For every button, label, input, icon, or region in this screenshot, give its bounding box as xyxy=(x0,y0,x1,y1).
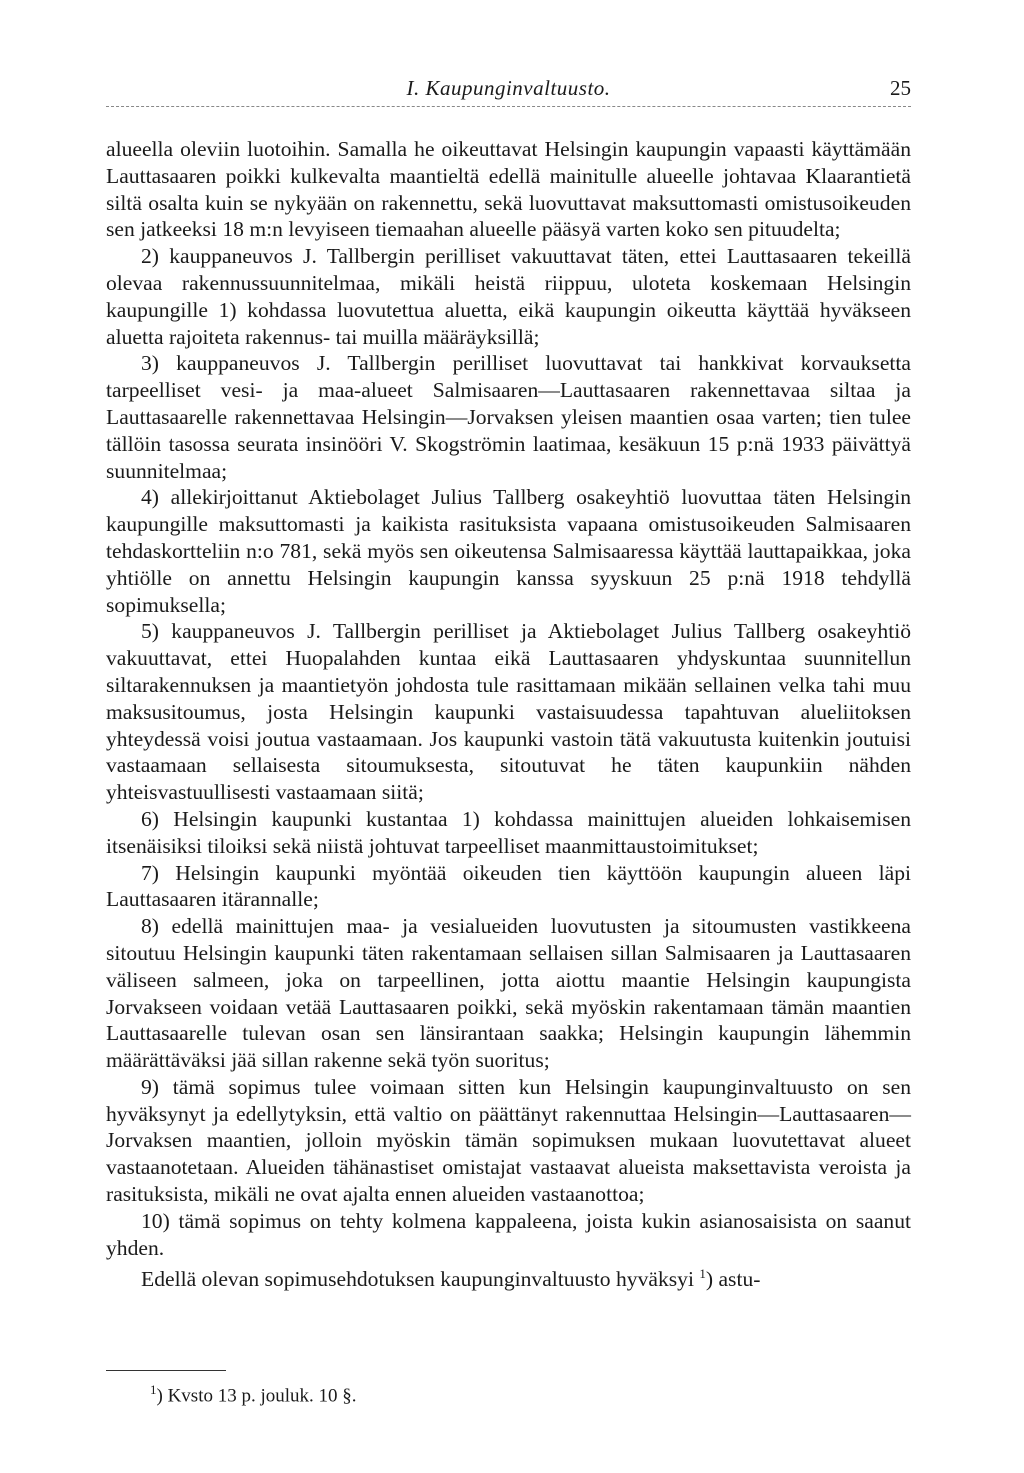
paragraph-text: Edellä olevan sopimusehdotuksen kaupunginvaltuusto hyväksyi xyxy=(141,1267,694,1292)
footnote xyxy=(150,1382,357,1407)
footnote-text: ) Kvsto 13 p. jouluk. 10 §. xyxy=(156,1385,357,1407)
footnote-divider xyxy=(106,1370,226,1371)
paragraph: alueella oleviin luotoihin. Samalla he oikeuttavat Helsingin kaupungin vapaasti käyttämään Lauttasaaren poikki kulkevalta maantieltä edellä mainitulle alueelle johtavaa Klaarantietä siltä osalta kuin se nykyään on rakennettu, sekä luovuttavat maksuttomasti omistusoikeuden sen jatkeeksi 18 m:n levyiseen tiemaahan alueelle pääsyä varten koko sen pituudelta; xyxy=(106,137,911,242)
body-text xyxy=(106,136,911,1293)
footnote-mark: 1 xyxy=(150,1382,157,1397)
running-title: I. Kaupunginvaltuusto. xyxy=(406,76,611,100)
paragraph: 2) kauppaneuvos J. Tallbergin perilliset vakuuttavat täten, ettei Lauttasaaren tekeillä olevaa rakennussuunnitelmaa, mikäli heistä riippuu, uloteta koskemaan Helsingin kaupungille 1) kohdassa luovutettua aluetta, eikä kaupungin oikeutta käyttää hyväkseen aluetta rajoiteta rakennus- tai muilla määräyksillä; xyxy=(106,244,911,349)
paragraph: 3) kauppaneuvos J. Tallbergin perilliset luovuttavat tai hankkivat korvauksetta tarpeelliset vesi- ja maa-alueet Salmisaaren—Lauttasaaren rakennettavaa siltaa ja Lauttasaarelle rakennettavaa Helsingin—Jorvaksen yleisen maantien osaa varten; tien tulee tällöin tasossa seurata insinööri V. Skogströmin laatimaa, kesäkuun 15 p:nä 1933 päivättyä suunnitelmaa; xyxy=(106,351,911,483)
footnote-reference-close: ) xyxy=(705,1267,714,1292)
paragraph: 4) allekirjoittanut Aktiebolaget Julius Tallberg osakeyhtiö luovuttaa täten Helsingin kaupungille maksuttomasti ja kaikista rasituksista vapaana omistusoikeuden Salmisaaren tehdaskortteliin n:o 781, sekä myös sen oikeutensa Salmisaaressa käyttää lauttapaikkaa, joka yhtiölle on annettu Helsingin kaupungin kanssa syyskuun 25 p:nä 1918 tehdyllä sopimuksella; xyxy=(106,485,911,617)
paragraph-with-note xyxy=(106,1261,911,1293)
paragraph: 6) Helsingin kaupunki kustantaa 1) kohdassa mainittujen alueiden lohkaisemisen itsenäisiksi tiloiksi sekä niistä johtuvat tarpeelliset maanmittaustoimitukset; xyxy=(106,806,911,858)
paragraph: 7) Helsingin kaupunki myöntää oikeuden tien käyttöön kaupungin alueen läpi Lauttasaaren itärannalle; xyxy=(106,860,911,912)
paragraph: 10) tämä sopimus on tehty kolmena kappaleena, joista kukin asianosaisista on saanut yhden. xyxy=(106,1208,911,1260)
page-number: 25 xyxy=(890,76,911,100)
paragraph: 5) kauppaneuvos J. Tallbergin perilliset ja Aktiebolaget Julius Tallberg osakeyhtiö vakuuttavat, ettei Huopalahden kuntaa eikä Lauttasaaren yhdyskuntaa suunnitellun siltarakennuksen ja maantietyön johdosta tule rasittamaan mikään sellainen velka tahi muu maksusitoumus, josta Helsingin kaupunki vastaisuudessa tapahtuvan alueliitoksen yhteydessä voisi joutua vastaamaan. Jos kaupunki vastoin tätä vakuutusta kuitenkin joutuisi vastaamaan sellaisesta sitoumuksesta, sitoutuvat he täten kaupunkiin nähden yhteisvastuullisesti vastaamaan siitä; xyxy=(106,619,911,805)
page-header xyxy=(106,76,911,107)
paragraph-text-end: astu- xyxy=(713,1267,761,1292)
paragraph: 8) edellä mainittujen maa- ja vesialueiden luovutusten ja sitoumusten vastikkeena sitoutuu Helsingin kaupunki täten rakentamaan sellaisen sillan Salmisaaren ja Lauttasaaren väliseen salmeen, joka on tarpeellinen, jotta aiottu maantie Helsingin kaupungista Jorvakseen voidaan vetää Lauttasaaren poikki, sekä myöskin rakentamaan tämän maantien Lauttasaarelle tulevan osan sen länsirantaan saakka; Helsingin kaupungin lähemmin määrättäväksi jää sillan rakenne sekä työn suoritus; xyxy=(106,914,911,1073)
footnote-reference: 1 xyxy=(699,1266,706,1282)
paragraph: 9) tämä sopimus tulee voimaan sitten kun Helsingin kaupunginvaltuusto on sen hyväksynyt ja edellytyksin, että valtio on päättänyt rakennuttaa Helsingin—Lauttasaaren—Jorvaksen maantien, jolloin myöskin tämän sopimuksen mukaan luovutettavat alueet vastaanotetaan. Alueiden tähänastiset omistajat vastaavat alueista maksettavista veroista ja rasituksista, mikäli ne ovat ajalta ennen alueiden vastaanottoa; xyxy=(106,1074,911,1207)
